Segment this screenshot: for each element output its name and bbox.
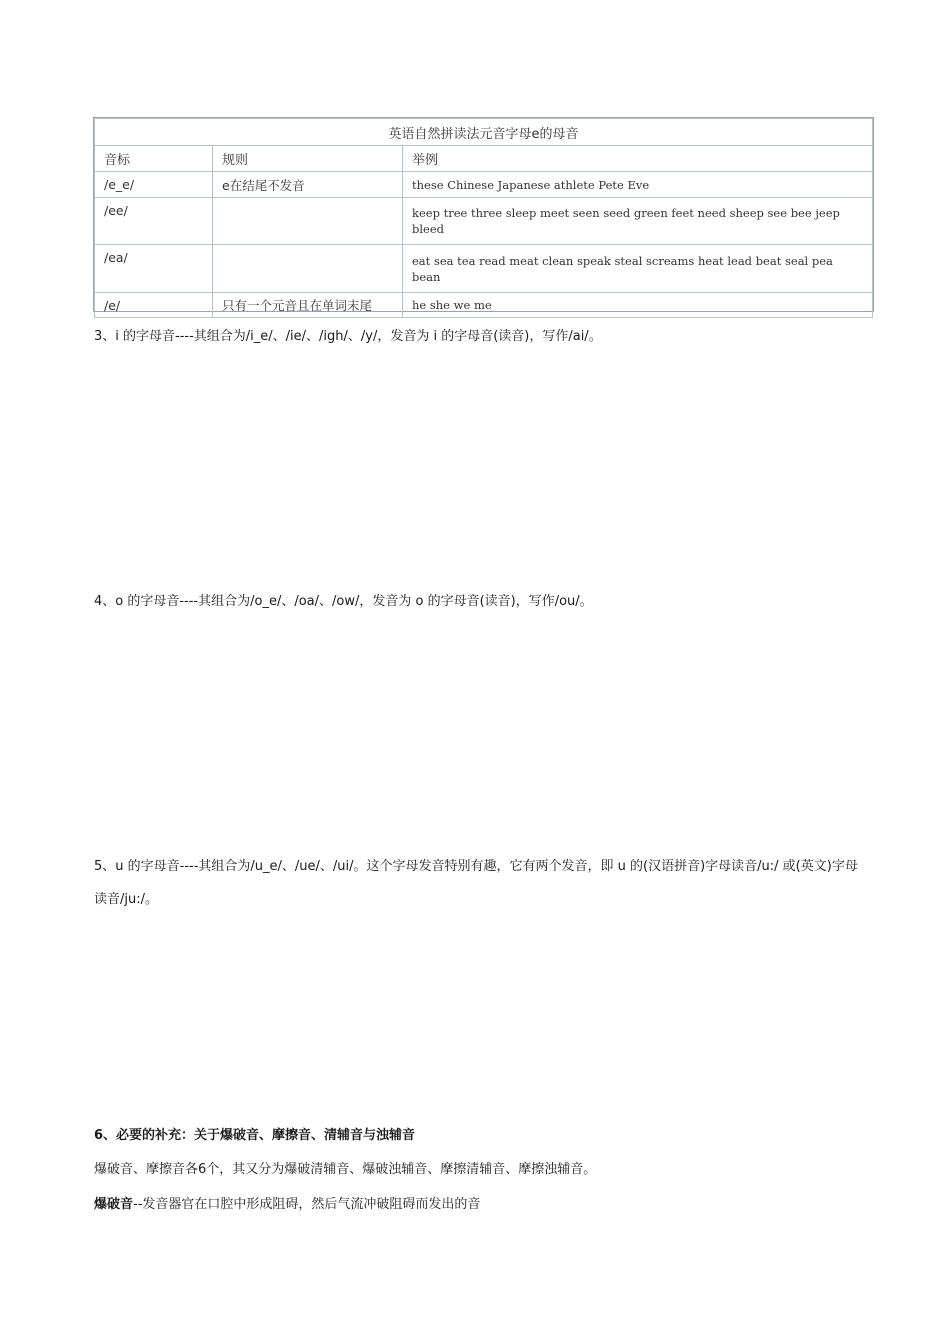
plosive-definition	[94, 1188, 864, 1221]
example-cell: keep tree three sleep meet seen seed green feet need sheep see bee jeep bleed	[403, 198, 873, 245]
plosive-term: 爆破音	[94, 1197, 134, 1212]
table-row	[95, 198, 873, 245]
plosive-description: --发音器官在口腔中形成阻碍，然后气流冲破阻碍而发出的音	[133, 1197, 481, 1212]
header-phonetic: 音标	[95, 146, 213, 172]
rule-cell: e在结尾不发音	[213, 172, 403, 198]
vowel-e-table	[93, 117, 874, 312]
supplement-intro: 爆破音、摩擦音各6个，其又分为爆破清辅音、爆破浊辅音、摩擦清辅音、摩擦浊辅音。	[94, 1162, 597, 1177]
phonetic-cell: /e/	[95, 293, 213, 318]
table-row	[95, 293, 873, 318]
phonetic-cell: /ea/	[95, 245, 213, 293]
header-rule: 规则	[213, 146, 403, 172]
i-sound-paragraph: 3、i 的字母音----其组合为/i_e/、/ie/、/igh/、/y/，发音为 i 的字母音(读音)，写作/ai/。	[94, 329, 602, 344]
example-cell: these Chinese Japanese athlete Pete Eve	[403, 172, 873, 198]
u-sound-paragraph: 5、u 的字母音----其组合为/u_e/、/ue/、/ui/。这个字母发音特别有趣，它有两个发音，即 u 的(汉语拼音)字母读音/u:/ 或(英文)字母读音/ju:/。	[94, 859, 858, 907]
phonetic-cell: /ee/	[95, 198, 213, 245]
rule-cell: 只有一个元音且在单词末尾	[213, 293, 403, 318]
table-caption: 英语自然拼读法元音字母e的母音	[95, 119, 873, 146]
rule-cell	[213, 198, 403, 245]
header-example: 举例	[403, 146, 873, 172]
phonetic-cell: /e_e/	[95, 172, 213, 198]
example-cell: he she we me	[403, 293, 873, 318]
table-row	[95, 172, 873, 198]
o-sound-paragraph: 4、o 的字母音----其组合为/o_e/、/oa/、/ow/，发音为 o 的字母音(读音)，写作/ou/。	[94, 594, 593, 609]
table-header-row	[95, 146, 873, 172]
supplement-heading: 6、必要的补充：关于爆破音、摩擦音、清辅音与浊辅音	[94, 1128, 416, 1143]
vowel-table-grid	[94, 118, 873, 318]
table-row	[95, 245, 873, 293]
rule-cell	[213, 245, 403, 293]
example-cell: eat sea tea read meat clean speak steal screams heat lead beat seal pea bean	[403, 245, 873, 293]
